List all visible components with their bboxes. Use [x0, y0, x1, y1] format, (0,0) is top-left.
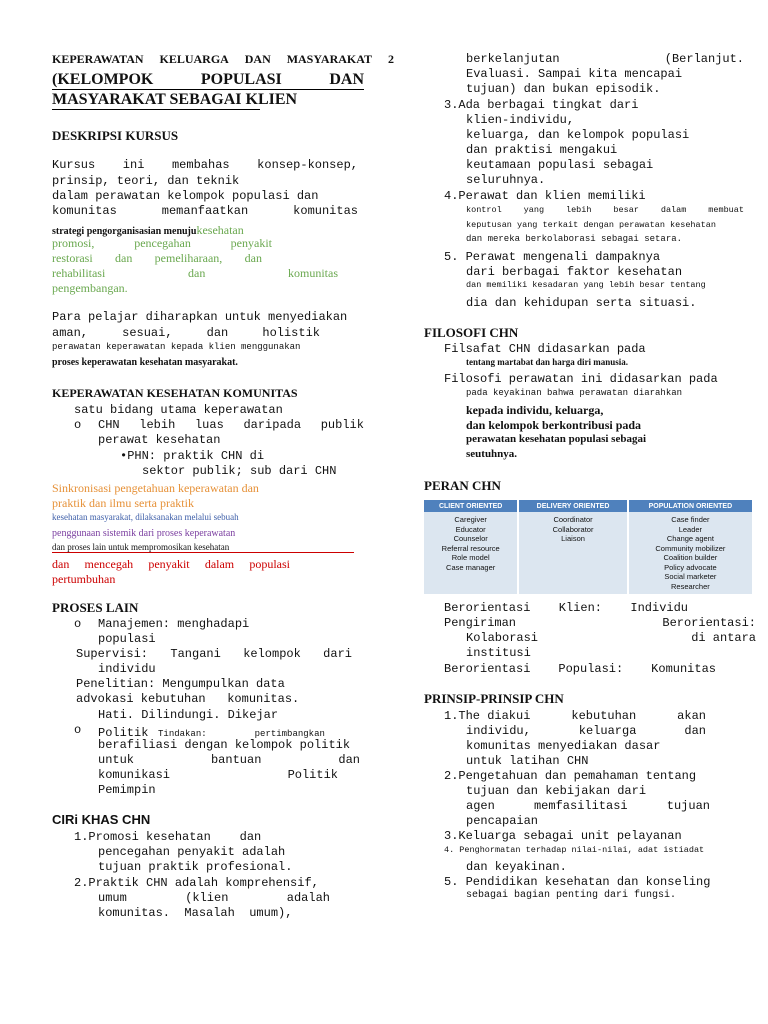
text-line: klien-individu, — [466, 113, 575, 127]
proses-line: Pemimpin — [98, 783, 156, 797]
ciri-line: komunitas. Masalah umum), — [98, 906, 293, 920]
kkk-line: perawat kesehatan — [98, 433, 221, 447]
proses-bullet: o — [74, 617, 82, 631]
proses-bullet: o — [74, 723, 82, 737]
word: berkelanjutan — [466, 52, 560, 66]
word: bantuan — [210, 753, 262, 767]
title-line-1 — [52, 52, 394, 67]
word: dan — [52, 557, 70, 571]
prinsip-line — [444, 709, 706, 723]
role-item: Counselor — [453, 534, 488, 543]
word: dan — [338, 753, 360, 767]
word: individu, — [466, 724, 531, 738]
word: dan — [115, 251, 133, 265]
text-line: dia dan kehidupan serta situasi. — [466, 296, 697, 310]
word: memfasilitasi — [533, 799, 628, 813]
role-item: Collaborator — [552, 524, 594, 534]
role-item: Community mobilizer — [655, 543, 726, 553]
filosofi-line: kepada individu, keluarga, — [466, 403, 604, 417]
word: Tangani — [170, 647, 221, 661]
header-client-oriented: CLIENT ORIENTED — [424, 500, 518, 512]
prinsip-line: 2.Pengetahuan dan pemahaman tentang — [444, 769, 697, 783]
title-word: 2 — [387, 52, 394, 66]
client-roles-cell — [424, 512, 518, 594]
word: Berorientasi — [444, 601, 531, 615]
word: CHN — [98, 418, 120, 432]
desc-line — [52, 236, 272, 251]
word: kelompok — [243, 647, 301, 661]
role-item: Policy advocate — [664, 562, 717, 572]
ciri-line: pencegahan penyakit adalah — [98, 845, 286, 859]
sinkronisasi-line — [52, 557, 290, 572]
word: pencegahan — [134, 236, 191, 250]
title-word: KEPERAWATAN — [52, 52, 144, 66]
word: dan — [188, 266, 206, 280]
prinsip-line: 3.Keluarga sebagai unit pelayanan — [444, 829, 682, 843]
desc-line — [52, 204, 358, 218]
ciri-line — [98, 891, 330, 905]
sinkronisasi-line: penggunaan sistemik dari proses keperawatan — [52, 528, 236, 539]
word: akan — [677, 709, 706, 723]
prinsip-line: 5. Pendidikan kesehatan dan konseling — [444, 875, 711, 889]
word: komunitas — [293, 204, 358, 218]
word: Kolaborasi — [466, 631, 539, 645]
prinsip-line: pencapaian — [466, 814, 539, 828]
title-word: (KELOMPOK — [52, 71, 154, 88]
text-line: dan praktisi mengakui — [466, 143, 618, 157]
word: komunitas — [52, 204, 117, 218]
desc-line — [52, 158, 358, 172]
word: penyakit — [148, 557, 190, 571]
word: besar — [613, 205, 639, 215]
text-line: dan mereka berkolaborasi sebagai setara. — [466, 234, 683, 244]
word: luas — [194, 418, 224, 432]
para-line: Para pelajar diharapkan untuk menyediakan — [52, 310, 348, 324]
text-line — [466, 52, 744, 66]
text-line: keutamaan populasi sebagai — [466, 158, 654, 172]
prinsip-line: 4. Penghormatan terhadap nilai-nilai, adat istiadat — [444, 845, 705, 855]
header-delivery-oriented: DELIVERY ORIENTED — [518, 500, 627, 512]
word: lebih — [139, 418, 176, 432]
filosofi-line: seutuhnya. — [466, 448, 518, 460]
kkk-line: sektor publik; sub dari CHN — [142, 464, 337, 478]
word: 1.The diakui — [444, 709, 531, 723]
word: kontrol — [466, 205, 502, 215]
text-line: tujuan) dan bukan episodik. — [466, 82, 661, 96]
proses-line: Hati. Dilindungi. Dikejar — [98, 708, 279, 722]
sinkronisasi-line: dan proses lain untuk mempromosikan kesehatan — [52, 542, 354, 553]
word: dan — [206, 326, 229, 340]
heading-filosofi: FILOSOFI CHN — [424, 325, 519, 340]
proses-line: populasi — [98, 632, 156, 646]
peran-chn-table — [424, 500, 754, 594]
role-item: Referral resource — [441, 543, 500, 553]
ciri-line: 2.Praktik CHN adalah komprehensif, — [74, 876, 319, 890]
proses-line: individu — [98, 662, 156, 676]
ciri-line: 1.Promosi kesehatan dan — [74, 830, 262, 844]
word: agen — [466, 799, 495, 813]
proses-line — [98, 753, 360, 767]
prinsip-line: tujuan dan kebijakan dari — [466, 784, 647, 798]
text-line: keputusan yang terkait dengan perawatan kesehatan — [466, 220, 716, 230]
word: aman, — [52, 326, 89, 340]
desc-line — [52, 266, 338, 281]
title-word: KELUARGA — [159, 52, 229, 66]
desc-line — [52, 251, 262, 266]
role-item: Liaison — [561, 534, 585, 543]
text-line: keluarga, dan kelompok populasi — [466, 128, 690, 142]
delivery-roles-cell — [518, 512, 627, 594]
word: membahas — [171, 158, 230, 172]
role-item: Role model — [451, 553, 490, 562]
title-word: POPULASI — [200, 71, 282, 88]
kkk-line: satu bidang utama keperawatan — [74, 403, 283, 417]
heading-kkk: KEPERAWATAN KESEHATAN KOMUNITAS — [52, 386, 298, 400]
word: adalah — [286, 891, 330, 905]
word: komunikasi — [98, 768, 171, 782]
proses-line: Penelitian: Mengumpulkan data — [76, 677, 285, 691]
text-line: dan memiliki kesadaran yang lebih besar tentang — [466, 280, 706, 290]
text-line — [466, 205, 744, 215]
word: Klien: — [558, 601, 603, 615]
sinkronisasi-line: kesehatan masyarakat, dilaksanakan melalui sebuah — [52, 512, 239, 522]
word: (Berlanjut. — [664, 52, 744, 66]
header-population-oriented: POPULATION ORIENTED — [628, 500, 753, 512]
word: dan — [244, 251, 262, 265]
word: Populasi: — [558, 662, 624, 676]
role-item: Case finder — [671, 515, 710, 524]
word: sesuai, — [122, 326, 173, 340]
proses-line — [98, 768, 338, 782]
heading-ciri-khas: CIRi KHAS CHN — [52, 812, 151, 827]
orientasi-line: institusi — [466, 646, 531, 660]
word: dan — [684, 724, 706, 738]
word: kebutuhan — [571, 709, 637, 723]
desc-line: pengembangan. — [52, 281, 128, 295]
role-item: Change agent — [666, 534, 714, 543]
word: rehabilitasi — [52, 266, 106, 280]
text-line: Evaluasi. Sampai kita mencapai — [466, 67, 683, 81]
role-item: Leader — [678, 524, 703, 534]
word: ini — [122, 158, 145, 172]
word: memanfaatkan — [161, 204, 249, 218]
role-item: Case manager — [446, 562, 496, 572]
filosofi-line: pada keyakinan bahwa perawatan diarahkan — [466, 388, 683, 398]
word: Supervisi: — [76, 647, 149, 661]
role-item: Educator — [455, 524, 486, 534]
word: lebih — [565, 205, 592, 215]
prinsip-line — [466, 724, 706, 738]
word: pertimbangkan — [254, 729, 325, 739]
sinkronisasi-line: pertumbuhan — [52, 572, 116, 586]
filosofi-line: Filsafat CHN didasarkan pada — [444, 342, 646, 356]
kkk-bullet: o — [74, 418, 82, 432]
word: Politik — [287, 768, 338, 782]
proses-line: berafiliasi dengan kelompok politik — [98, 738, 351, 752]
word: Kursus — [52, 158, 96, 172]
word: Berorientasi: — [662, 616, 756, 630]
title-word: DAN — [244, 52, 271, 66]
word: pemeliharaan, — [154, 251, 223, 265]
word: Komunitas — [651, 662, 716, 676]
role-item: Researcher — [670, 581, 710, 591]
word: promosi, — [52, 236, 95, 250]
word: Berorientasi — [444, 662, 531, 676]
prinsip-line — [466, 799, 710, 813]
word: penyakit — [230, 236, 272, 250]
heading-prinsip: PRINSIP-PRINSIP CHN — [424, 691, 564, 706]
word: mencegah — [84, 557, 134, 571]
text-line: 4.Perawat dan klien memiliki — [444, 189, 646, 203]
word: dalam — [660, 205, 687, 215]
table-header-row — [424, 500, 753, 512]
word: (klien — [185, 891, 229, 905]
ciri-line: tujuan praktik profesional. — [98, 860, 293, 874]
title-word: DAN — [329, 71, 364, 88]
proses-line — [76, 647, 352, 661]
orientasi-line — [444, 662, 716, 676]
word: populasi — [249, 557, 290, 571]
word: daripada — [243, 418, 302, 432]
sinkronisasi-line: Sinkronisasi pengetahuan keperawatan dan — [52, 481, 259, 495]
text-line: seluruhnya. — [466, 173, 546, 187]
role-item: Caregiver — [454, 515, 487, 524]
heading-deskripsi: DESKRIPSI KURSUS — [52, 128, 179, 143]
table-row — [424, 512, 753, 594]
word: publik — [320, 418, 364, 432]
text-line: 5. Perawat mengenali dampaknya — [444, 250, 661, 264]
title-word: MASYARAKAT — [286, 52, 373, 66]
bold-text: strategi pengorganisasian menuju — [52, 226, 197, 237]
proses-line: Manajemen: menghadapi — [98, 617, 250, 631]
para-line: proses keperawatan kesehatan masyarakat. — [52, 357, 238, 368]
word: komunitas — [288, 266, 338, 280]
filosofi-line: Filosofi perawatan ini didasarkan pada — [444, 372, 718, 386]
word: untuk — [98, 753, 135, 767]
kkk-line — [98, 418, 364, 432]
filosofi-line: tentang martabat dan harga diri manusia. — [466, 357, 629, 367]
word: tujuan — [666, 799, 710, 813]
prinsip-line: dan keyakinan. — [466, 860, 567, 874]
word: Politik — [98, 726, 149, 740]
para-line: perawatan keperawatan kepada klien menggunakan — [52, 342, 301, 352]
population-roles-cell — [628, 512, 753, 594]
word: keluarga — [578, 724, 637, 738]
filosofi-line: perawatan kesehatan populasi sebagai — [466, 433, 647, 445]
sinkronisasi-line: praktik dan ilmu serta praktik — [52, 496, 194, 510]
prinsip-line: sebagai bagian penting dari fungsi. — [466, 890, 677, 901]
word: Individu — [630, 601, 688, 615]
role-item: Social marketer — [664, 572, 717, 581]
green-text: kesehatan — [196, 223, 244, 237]
word: dalam — [204, 557, 235, 571]
word: holistik — [262, 326, 320, 340]
word: konsep-konsep, — [257, 158, 358, 172]
title-line-3: MASYARAKAT SEBAGAI KLIEN — [52, 91, 298, 108]
word: umum — [98, 891, 127, 905]
orientasi-line — [444, 616, 756, 630]
desc-line: dalam perawatan kelompok populasi dan — [52, 189, 319, 203]
desc-line: prinsip, teori, dan teknik — [52, 174, 240, 188]
text-line: 3.Ada berbagai tingkat dari — [444, 98, 639, 112]
role-item: Coalition builder — [663, 553, 718, 562]
heading-proses-lain: PROSES LAIN — [52, 600, 139, 615]
prinsip-line: komunitas menyediakan dasar — [466, 739, 661, 753]
orientasi-line — [444, 601, 688, 615]
prinsip-line: untuk latihan CHN — [466, 754, 589, 768]
word: Tindakan: — [158, 729, 207, 739]
text-line: dari berbagai faktor kesehatan — [466, 265, 683, 279]
role-item: Coordinator — [553, 515, 593, 524]
word: restorasi — [52, 251, 93, 265]
word: dari — [323, 647, 352, 661]
word: yang — [523, 205, 545, 215]
kkk-line: •PHN: praktik CHN di — [120, 449, 265, 463]
para-line — [52, 326, 320, 340]
orientasi-line — [466, 631, 756, 645]
heading-peran: PERAN CHN — [424, 478, 501, 493]
word: Pengiriman — [444, 616, 517, 630]
word: di antara — [691, 631, 756, 645]
proses-line: advokasi kebutuhan komunitas. — [76, 692, 300, 706]
filosofi-line: dan kelompok berkontribusi pada — [466, 418, 642, 432]
word: membuat — [708, 205, 744, 215]
title-line-2 — [52, 70, 364, 90]
